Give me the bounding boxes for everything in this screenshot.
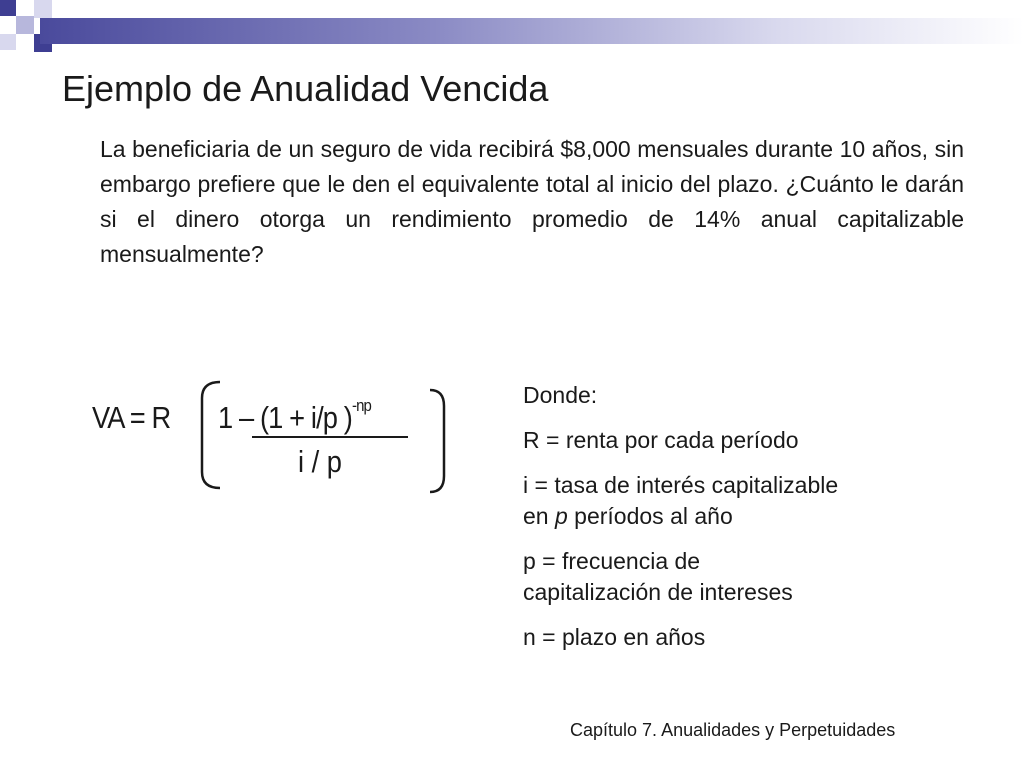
definition-i	[523, 470, 943, 532]
fraction-line	[252, 436, 408, 438]
formula-exponent: -np	[352, 396, 371, 415]
definitions-list	[523, 380, 943, 667]
definition-p	[523, 546, 943, 608]
decor-square	[34, 0, 52, 18]
definition-n: n = plazo en años	[523, 624, 706, 650]
definition-i-suffix: períodos al año	[567, 503, 733, 529]
slide-title: Ejemplo de Anualidad Vencida	[62, 68, 549, 109]
numerator-base: 1 – (1 + i/p )	[218, 400, 353, 435]
definition-i-prefix: en	[523, 503, 555, 529]
formula-denominator: i / p	[298, 444, 342, 479]
formula-numerator	[218, 396, 371, 436]
decor-square	[0, 0, 16, 16]
definitions-heading: Donde:	[523, 382, 598, 408]
decor-square	[16, 16, 34, 34]
formula-lhs: VA = R	[92, 400, 171, 435]
definition-i-var: p	[554, 503, 568, 529]
decor-square	[0, 34, 16, 50]
definition-p-line2: capitalización de intereses	[523, 579, 793, 605]
definition-p-line1: p = frecuencia de	[523, 548, 701, 574]
slide-footer: Capítulo 7. Anualidades y Perpetuidades	[570, 720, 896, 740]
formula	[80, 378, 460, 498]
problem-statement: La beneficiaria de un seguro de vida recibirá $8,000 mensuales durante 10 años, sin embargo prefiere que le den el equivalente total al inicio del plazo. ¿Cuánto le darán si el dinero otorga un rendimiento promedio de 14% anual capitalizable mensualmente?	[100, 136, 964, 267]
definition-i-line1: i = tasa de interés capitalizable	[523, 472, 839, 498]
formula-brackets	[80, 378, 460, 498]
header-gradient-bar	[40, 18, 1024, 44]
definition-r: R = renta por cada período	[523, 427, 799, 453]
right-bracket	[430, 390, 444, 492]
